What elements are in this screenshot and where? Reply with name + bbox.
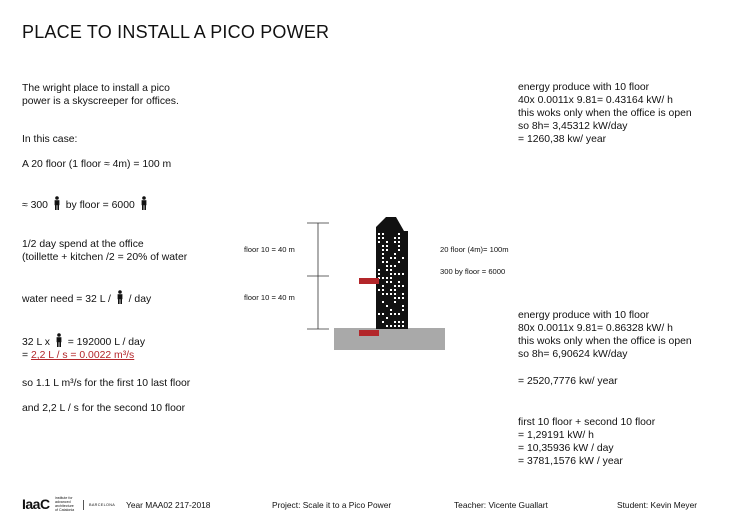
window	[394, 313, 396, 315]
footer-divider	[83, 500, 84, 510]
floors-line: A 20 floor (1 floor ≈ 4m) = 100 m	[22, 159, 172, 170]
window	[394, 273, 396, 275]
window	[382, 313, 384, 315]
calc-line-2: = 2,2 L / s = 0.0022 m³/s	[22, 350, 135, 361]
window	[398, 285, 400, 287]
window	[390, 269, 392, 271]
window	[390, 325, 392, 327]
window	[386, 261, 388, 263]
window	[386, 305, 388, 307]
occupancy-label: 300 by floor = 6000	[440, 267, 506, 276]
energy-block-2: energy produce with 10 floor 80x 0.0011x 9.81= 0.86328 kW/ h this woks only when the office is open so 8h= 6,90624 kW/day	[518, 310, 692, 360]
window	[394, 289, 396, 291]
window	[390, 309, 392, 311]
window	[390, 277, 392, 279]
window	[402, 273, 404, 275]
turbine-top	[359, 278, 379, 284]
window	[378, 273, 380, 275]
window	[390, 289, 392, 291]
turbine-bottom	[359, 330, 379, 336]
window	[378, 237, 380, 239]
window	[378, 269, 380, 271]
iaac-logo-subtitle: institute for advanced architecture of Catalonia	[55, 496, 75, 512]
intro-line: The wright place to install a pico	[22, 83, 170, 94]
window	[382, 289, 384, 291]
window	[382, 253, 384, 255]
calc-line-1: 32 L x = 192000 L / day	[22, 333, 145, 349]
window	[382, 233, 384, 235]
footer-year: Year MAA02 217-2018	[126, 500, 211, 510]
window	[398, 297, 400, 299]
total-block: first 10 floor + second 10 floor = 1,29191 kW/ h = 10,35936 kW / day = 3781,1576 kW / year	[518, 417, 656, 467]
window	[390, 293, 392, 295]
window	[386, 245, 388, 247]
window	[382, 257, 384, 259]
window	[398, 233, 400, 235]
page-title: PLACE TO INSTALL A PICO POWER	[22, 22, 330, 42]
water-need-line: water need = 32 L / / day	[22, 290, 151, 306]
window	[394, 257, 396, 259]
window	[398, 249, 400, 251]
window	[394, 241, 396, 243]
window	[378, 241, 380, 243]
floor-line-first: so 1.1 L m³/s for the first 10 last floor	[22, 378, 191, 389]
window	[382, 321, 384, 323]
iaac-logo: IaaC	[22, 496, 50, 512]
window	[382, 277, 384, 279]
window	[398, 245, 400, 247]
window	[378, 289, 380, 291]
window	[382, 301, 384, 303]
office-text: 1/2 day spend at the office (toillette + kitchen /2 = 20% of water	[22, 239, 188, 263]
people-line: ≈ 300 by floor = 6000	[22, 196, 150, 212]
window	[402, 293, 404, 295]
window	[386, 241, 388, 243]
window	[394, 325, 396, 327]
window	[398, 281, 400, 283]
window	[386, 277, 388, 279]
window	[378, 313, 380, 315]
height-label: 20 floor (4m)= 100m	[440, 245, 509, 254]
window	[394, 293, 396, 295]
window	[394, 253, 396, 255]
window	[382, 249, 384, 251]
footer-teacher: Teacher: Vicente Guallart	[454, 500, 548, 510]
floor-label-bottom: floor 10 = 40 m	[244, 293, 295, 302]
window	[394, 297, 396, 299]
energy-block-1: energy produce with 10 floor 40x 0.0011x 9.81= 0.43164 kW/ h this woks only when the office is open so 8h= 3,45312 kW/day = 1260,38 kw/ year	[518, 82, 692, 145]
window	[394, 237, 396, 239]
window	[378, 233, 380, 235]
intro-line: power is a skyscreeper for offices.	[22, 96, 179, 107]
window	[398, 313, 400, 315]
window	[386, 317, 388, 319]
ground-block	[334, 328, 445, 350]
window	[398, 321, 400, 323]
window	[398, 237, 400, 239]
window	[386, 293, 388, 295]
window	[394, 265, 396, 267]
window	[398, 241, 400, 243]
window	[390, 273, 392, 275]
floor-line-second: and 2,2 L / s for the second 10 floor	[22, 403, 186, 414]
window	[386, 325, 388, 327]
window	[402, 321, 404, 323]
window	[382, 237, 384, 239]
window	[386, 249, 388, 251]
window	[394, 285, 396, 287]
window	[382, 261, 384, 263]
energy-year-2: = 2520,7776 kw/ year	[518, 376, 618, 387]
flow-rate-highlight: 2,2 L / s = 0.0022 m³/s	[30, 350, 135, 361]
window	[386, 281, 388, 283]
footer-project: Project: Scale it to a Pico Power	[272, 500, 392, 510]
window	[398, 325, 400, 327]
iaac-city: BARCELONA	[89, 503, 116, 507]
dimension-line	[307, 223, 329, 329]
window	[402, 285, 404, 287]
window	[402, 309, 404, 311]
window	[382, 285, 384, 287]
window	[402, 305, 404, 307]
floor-label-top: floor 10 = 40 m	[244, 245, 295, 254]
window	[402, 325, 404, 327]
footer-student: Student: Kevin Meyer	[617, 500, 698, 510]
window	[402, 257, 404, 259]
window	[390, 313, 392, 315]
window	[386, 269, 388, 271]
window	[390, 281, 392, 283]
window	[394, 301, 396, 303]
window	[390, 257, 392, 259]
window	[386, 265, 388, 267]
window	[402, 297, 404, 299]
window	[382, 245, 384, 247]
window	[394, 321, 396, 323]
window	[398, 273, 400, 275]
window	[398, 261, 400, 263]
window	[390, 265, 392, 267]
case-label: In this case:	[22, 134, 78, 145]
window	[382, 293, 384, 295]
